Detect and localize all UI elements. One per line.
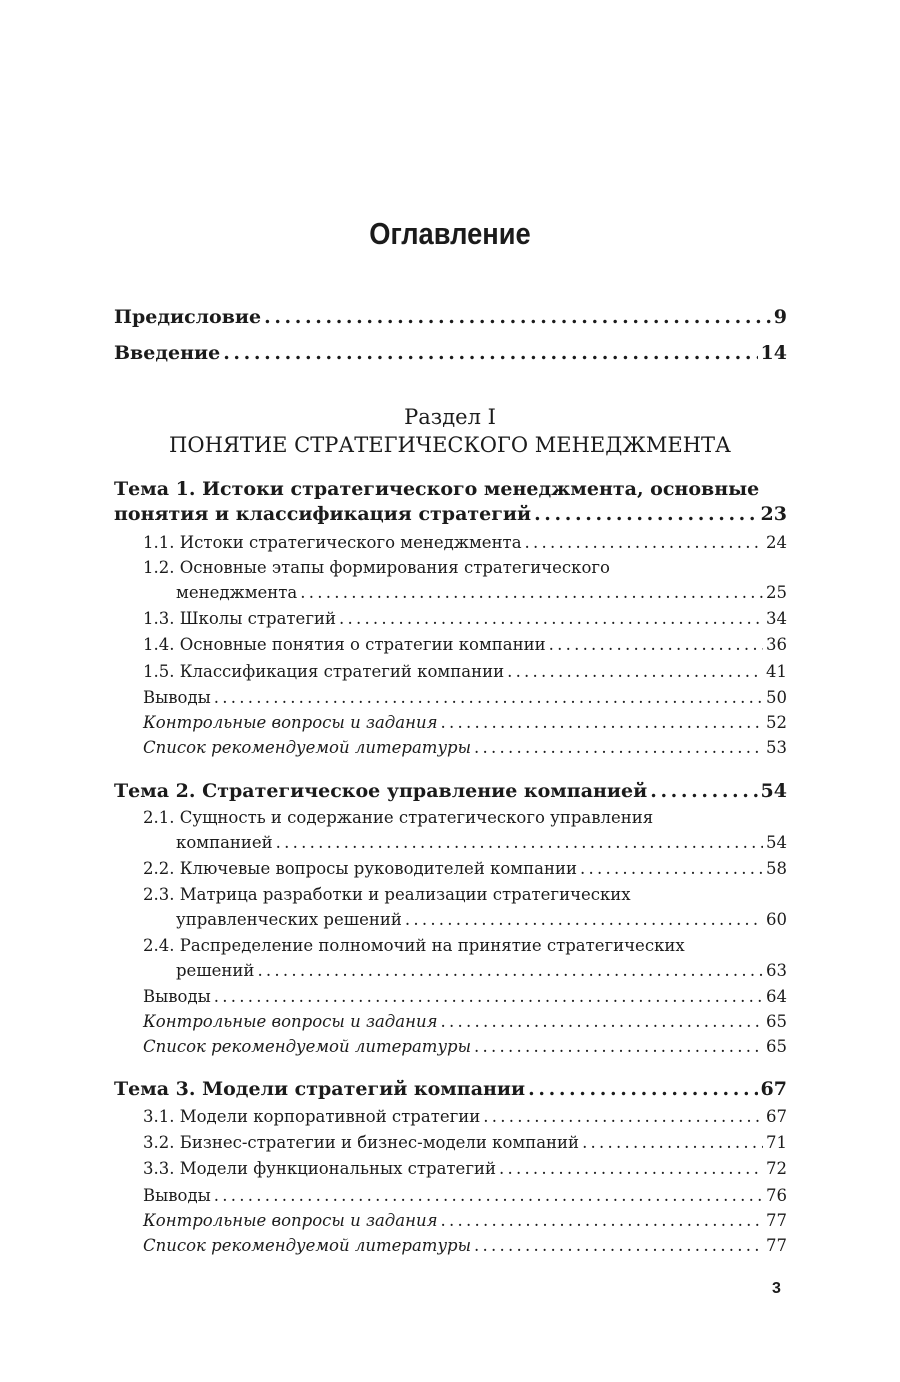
toc-entry-page: 52: [766, 713, 787, 732]
toc-entry-label: понятия и классификация стратегий: [114, 503, 532, 525]
toc-entry-conclusions[interactable]: [143, 688, 787, 707]
toc-entry-page: 65: [766, 1012, 787, 1031]
toc-entry-page: 65: [766, 1037, 787, 1056]
leader-dots: [650, 780, 757, 802]
leader-dots: [528, 1078, 757, 1100]
topic-1-title[interactable]: Тема 1. Истоки стратегического менеджмента, основные: [114, 478, 760, 500]
topic-2-title[interactable]: [114, 780, 787, 802]
toc-entry-page: 71: [766, 1133, 787, 1152]
toc-entry[interactable]: [176, 583, 787, 602]
toc-entry-literature[interactable]: [143, 1236, 787, 1255]
toc-entry-page: 36: [766, 635, 787, 654]
leader-dots: [257, 961, 763, 980]
toc-entry-label: Выводы: [143, 688, 211, 707]
leader-dots: [339, 609, 763, 628]
section-title: ПОНЯТИЕ СТРАТЕГИЧЕСКОГО МЕНЕДЖМЕНТА: [169, 433, 731, 457]
toc-entry-label: Список рекомендуемой литературы: [143, 1236, 472, 1255]
toc-entry-introduction[interactable]: [114, 342, 787, 364]
toc-entry-label: 3.1. Модели корпоративной стратегии: [143, 1107, 481, 1126]
leader-dots: [276, 833, 763, 852]
leader-dots: [474, 1236, 763, 1255]
toc-entry[interactable]: [176, 833, 787, 852]
toc-entry-label: компанией: [176, 833, 273, 852]
toc-entry-label: Контрольные вопросы и задания: [143, 1211, 438, 1230]
toc-entry-page: 34: [766, 609, 787, 628]
toc-entry-label: Контрольные вопросы и задания: [143, 1012, 438, 1031]
toc-entry-conclusions[interactable]: [143, 1186, 787, 1205]
toc-entry-preface[interactable]: [114, 306, 787, 328]
leader-dots: [223, 342, 757, 364]
toc-entry-label: Список рекомендуемой литературы: [143, 738, 472, 757]
toc-entry-label: Тема 2. Стратегическое управление компанией: [114, 780, 648, 802]
toc-entry-page: 67: [766, 1107, 787, 1126]
toc-entry-page: 77: [766, 1211, 787, 1230]
toc-entry-page: 25: [766, 583, 787, 602]
section-label: Раздел I: [404, 405, 496, 429]
toc-entry-page: 54: [760, 780, 787, 802]
toc-entry-label: 1.3. Школы стратегий: [143, 609, 336, 628]
leader-dots: [214, 987, 763, 1006]
toc-entry-page: 54: [766, 833, 787, 852]
toc-entry-literature[interactable]: [143, 1037, 787, 1056]
leader-dots: [549, 635, 763, 654]
toc-entry-page: 24: [766, 533, 787, 552]
toc-entry-page: 53: [766, 738, 787, 757]
leader-dots: [525, 533, 763, 552]
toc-entry-label: Выводы: [143, 1186, 211, 1205]
toc-entry[interactable]: [143, 609, 787, 628]
toc-entry-page: 58: [766, 859, 787, 878]
leader-dots: [507, 662, 763, 681]
page-title: Оглавление: [369, 216, 531, 251]
toc-entry-page: 76: [766, 1186, 787, 1205]
toc-entry-questions[interactable]: [143, 713, 787, 732]
toc-entry-label: 2.2. Ключевые вопросы руководителей компании: [143, 859, 577, 878]
toc-entry[interactable]: [143, 1159, 787, 1178]
toc-entry-label: управленческих решений: [176, 910, 402, 929]
leader-dots: [582, 1133, 763, 1152]
toc-entry-label: 1.5. Классификация стратегий компании: [143, 662, 505, 681]
toc-entry-page: 50: [766, 688, 787, 707]
toc-entry-label: Предисловие: [114, 306, 262, 328]
toc-entry[interactable]: [143, 662, 787, 681]
toc-entry-conclusions[interactable]: [143, 987, 787, 1006]
toc-entry-label: 1.4. Основные понятия о стратегии компании: [143, 635, 546, 654]
leader-dots: [214, 1186, 763, 1205]
toc-entry-line1[interactable]: 2.3. Матрица разработки и реализации стратегических: [143, 885, 631, 904]
toc-entry-label: Введение: [114, 342, 221, 364]
toc-entry-page: 14: [760, 342, 787, 364]
toc-entry[interactable]: [143, 1133, 787, 1152]
toc-entry-questions[interactable]: [143, 1211, 787, 1230]
toc-entry-line1[interactable]: 1.2. Основные этапы формирования стратегического: [143, 558, 610, 577]
topic-1-title-cont[interactable]: [114, 503, 787, 525]
toc-entry-page: 77: [766, 1236, 787, 1255]
leader-dots: [580, 859, 763, 878]
leader-dots: [441, 1211, 763, 1230]
toc-entry-label: решений: [176, 961, 255, 980]
toc-entry-page: 64: [766, 987, 787, 1006]
toc-entry-label: 3.3. Модели функциональных стратегий: [143, 1159, 496, 1178]
toc-entry-page: 60: [766, 910, 787, 929]
leader-dots: [405, 910, 763, 929]
leader-dots: [300, 583, 763, 602]
leader-dots: [474, 738, 763, 757]
leader-dots: [214, 688, 763, 707]
leader-dots: [264, 306, 771, 328]
leader-dots: [483, 1107, 763, 1126]
toc-entry-label: Тема 3. Модели стратегий компании: [114, 1078, 526, 1100]
toc-entry-label: менеджмента: [176, 583, 298, 602]
toc-entry[interactable]: [143, 859, 787, 878]
toc-entry-label: 1.1. Истоки стратегического менеджмента: [143, 533, 522, 552]
toc-entry[interactable]: [143, 1107, 787, 1126]
leader-dots: [499, 1159, 763, 1178]
toc-entry-page: 41: [766, 662, 787, 681]
toc-entry-line1[interactable]: 2.4. Распределение полномочий на принятие стратегических: [143, 936, 685, 955]
toc-entry-label: Выводы: [143, 987, 211, 1006]
toc-entry[interactable]: [143, 635, 787, 654]
toc-entry-questions[interactable]: [143, 1012, 787, 1031]
toc-entry[interactable]: [176, 961, 787, 980]
topic-3-title[interactable]: [114, 1078, 787, 1100]
toc-entry-label: Контрольные вопросы и задания: [143, 713, 438, 732]
toc-entry-label: 3.2. Бизнес-стратегии и бизнес-модели компаний: [143, 1133, 580, 1152]
toc-entry-page: 23: [760, 503, 787, 525]
toc-entry-page: 67: [760, 1078, 787, 1100]
leader-dots: [474, 1037, 763, 1056]
toc-entry[interactable]: [176, 910, 787, 929]
toc-entry[interactable]: [143, 533, 787, 552]
page-number: 3: [772, 1280, 781, 1297]
toc-entry-page: 72: [766, 1159, 787, 1178]
toc-entry-label: Список рекомендуемой литературы: [143, 1037, 472, 1056]
toc-entry-page: 63: [766, 961, 787, 980]
leader-dots: [441, 713, 763, 732]
leader-dots: [534, 503, 757, 525]
toc-entry-line1[interactable]: 2.1. Сущность и содержание стратегического управления: [143, 808, 654, 827]
toc-entry-literature[interactable]: [143, 738, 787, 757]
leader-dots: [441, 1012, 763, 1031]
toc-entry-page: 9: [773, 306, 787, 328]
